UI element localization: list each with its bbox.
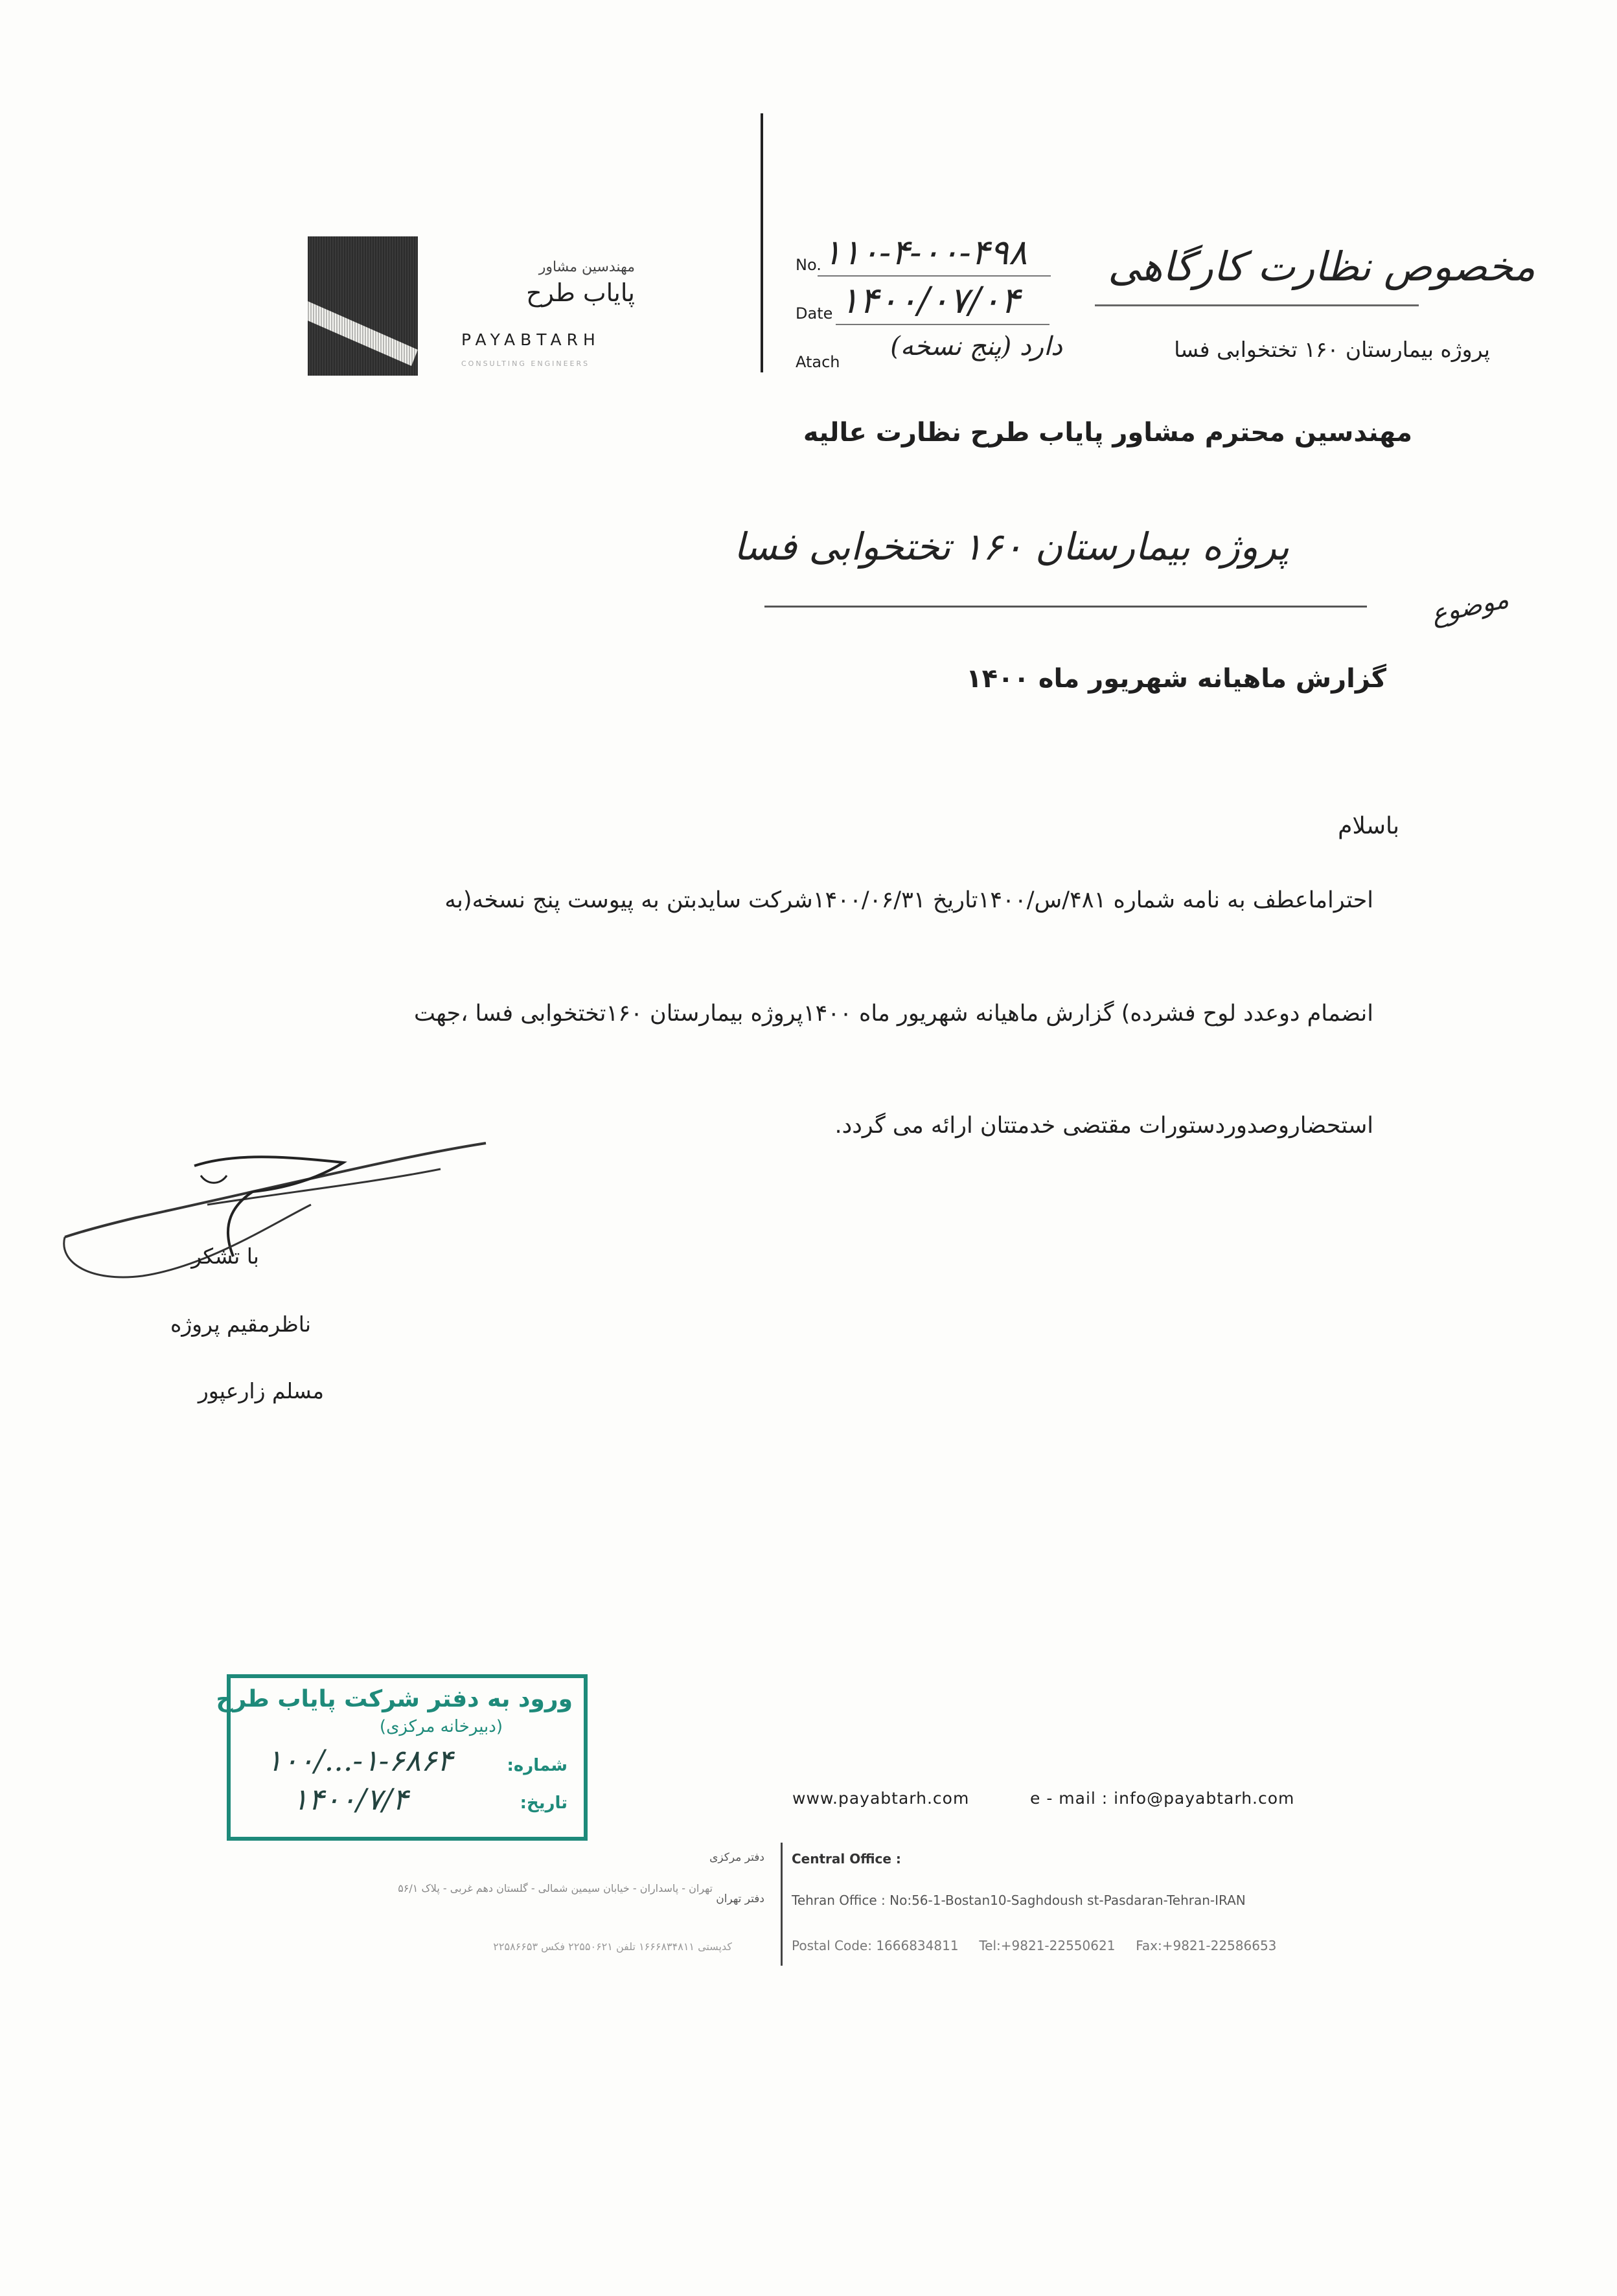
body-paragraph-line3: استحضاروصدوردستورات مقتضی خدمتتان ارائه می گردد. — [834, 1113, 1373, 1139]
title-underline — [1095, 304, 1419, 306]
footer-website: www.payabtarh.com — [792, 1789, 970, 1808]
stamp-date-label: تاریخ: — [520, 1793, 568, 1813]
stamp-number-label: شماره: — [507, 1756, 568, 1775]
footer-central-office: Central Office : — [792, 1851, 901, 1867]
greeting: باسلام — [1338, 813, 1399, 839]
body-paragraph-line2: انضمام دوعدد لوح فشرده) گزارش ماهیانه شهریور ماه ۱۴۰۰پروژه بیمارستان ۱۶۰تختخوابی فسا ،جهت — [413, 1001, 1373, 1027]
logo-stripe-graphic — [308, 236, 418, 376]
date-label: Date — [796, 304, 833, 323]
number-value: ۱۱۰-۴-۰۰-۴۹۸ — [823, 232, 1027, 273]
footer-fa-address: تهران - پاسداران - خیابان سیمین شمالی - گلستان دهم غربی - پلاک ۵۶/۱ — [398, 1882, 713, 1894]
attach-value: دارد (پنج نسخه) — [890, 332, 1062, 361]
project-handwritten: پروژه بیمارستان ۱۶۰ تختخوابی فسا — [733, 525, 1289, 569]
date-underline — [836, 324, 1049, 325]
signer-title: ناظرمقیم پروژه — [170, 1312, 311, 1337]
closing-line: با تشکر — [191, 1244, 259, 1269]
signer-name: مسلم زارعپور — [198, 1378, 324, 1404]
margin-note: موضوع — [1428, 584, 1511, 630]
stamp-subtitle: (دبیرخانه مرکزی) — [379, 1717, 503, 1736]
addressee: مهندسین محترم مشاور پایاب طرح نظارت عالیه — [803, 418, 1412, 448]
header-project-line: پروژه بیمارستان ۱۶۰ تختخوابی فسا — [1174, 337, 1490, 362]
incoming-stamp — [216, 1674, 588, 1841]
project-underline — [764, 606, 1367, 608]
stamp-number-value: ۱۰۰/...-۱-۶۸۶۴ — [266, 1743, 453, 1778]
number-label: No. — [796, 256, 821, 274]
footer-postal: Postal Code: 1666834811 Tel:+9821-22550621 Fax:+9821-22586653 — [792, 1938, 1277, 1953]
footer-tehran-office: Tehran Office : No:56-1-Bostan10-Saghdoush st-Pasdaran-Tehran-IRAN — [792, 1892, 1246, 1908]
logo-subtitle: CONSULTING ENGINEERS — [461, 359, 590, 368]
footer-fa-label-tehran: دفتر تهران — [716, 1892, 764, 1905]
date-value: ۱۴۰۰/۰۷/۰۴ — [840, 280, 1020, 322]
stamp-title: ورود به دفتر شرکت پایاب طرح — [216, 1686, 573, 1712]
logo-latin: PAYABTARH — [461, 330, 601, 349]
body-paragraph-line1: احتراماعطف به نامه شماره ۴۸۱/س/۱۴۰۰تاریخ ۱۴۰۰/۰۶/۳۱شرکت سایدبتن به پیوست پنج نسخه(به — [444, 887, 1373, 913]
handwritten-title: مخصوص نظارت کارگاهی — [1108, 243, 1535, 290]
footer-email: e - mail : info@payabtarh.com — [1030, 1789, 1295, 1808]
logo-mark — [308, 236, 418, 376]
subject-line: گزارش ماهیانه شهریور ماه ۱۴۰۰ — [966, 664, 1386, 694]
logo-line2: پایاب طرح — [526, 278, 635, 307]
logo-line1: مهندسین مشاور — [538, 259, 635, 275]
signature-graphic — [39, 1127, 505, 1295]
number-underline — [818, 275, 1051, 277]
footer-fa-contact: کدپستی ۱۶۶۶۸۳۴۸۱۱ تلفن ۲۲۵۵۰۶۲۱ فکس ۲۲۵۸۶۶۵۳ — [493, 1940, 732, 1953]
attach-label: Atach — [796, 353, 840, 371]
footer-fa-label-central: دفتر مرکزی — [709, 1851, 764, 1864]
header-vertical-rule — [761, 113, 763, 372]
footer-vertical-rule — [781, 1843, 783, 1966]
stamp-date-value: ۱۴۰۰/۷/۴ — [292, 1782, 409, 1817]
